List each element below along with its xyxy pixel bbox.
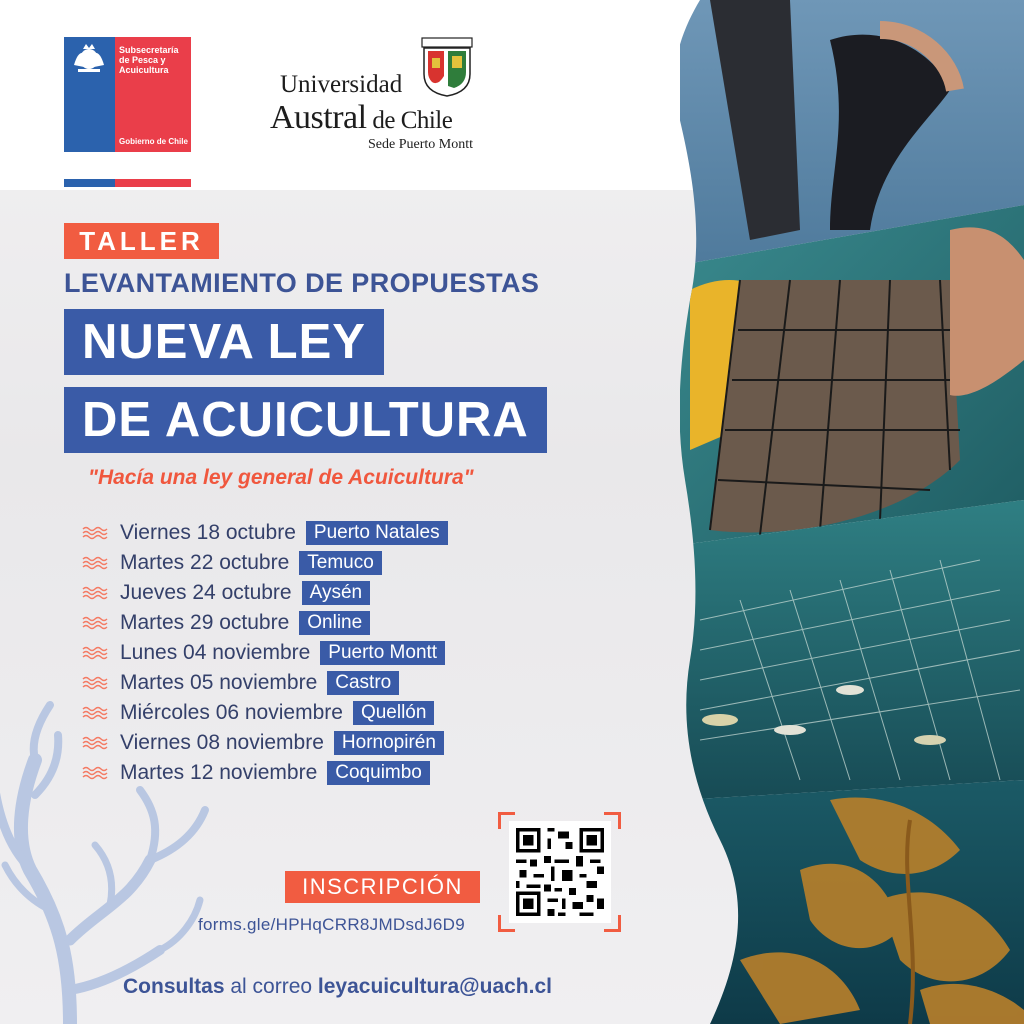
coat-of-arms-icon [70,43,108,73]
schedule-place: Aysén [302,581,370,605]
list-item [82,580,370,606]
university-line1: Universidad [280,71,403,98]
schedule-date: Martes 12 noviembre [120,761,318,784]
qr-code-frame[interactable] [498,812,621,932]
registration-link[interactable]: forms.gle/HPHqCRR8JMDsdJ6D9 [198,915,465,934]
list-item [82,610,370,636]
schedule-date: Viernes 18 octubre [120,521,296,544]
schedule-place: Hornopirén [334,731,444,755]
headline-title-line1: NUEVA LEY [64,309,384,375]
schedule-place: Quellón [353,701,435,725]
schedule-date: Lunes 04 noviembre [120,641,311,664]
schedule-place: Temuco [299,551,382,575]
government-label: Gobierno de Chile [119,137,188,146]
wave-icon [82,616,108,630]
schedule-place: Online [299,611,370,635]
wave-icon [82,526,108,540]
schedule-place: Puerto Montt [320,641,445,665]
headline-quote: "Hacía una ley general de Acuicultura" [88,466,474,489]
university-line2: Austral de Chile [270,99,453,136]
list-item [82,520,448,546]
university-campus: Sede Puerto Montt [368,137,473,152]
headline-subtitle: LEVANTAMIENTO DE PROPUESTAS [64,268,540,298]
schedule-place: Coquimbo [327,761,430,785]
list-item [82,550,382,576]
schedule-date: Jueves 24 octubre [120,581,292,604]
wave-icon [82,676,108,690]
schedule-date: Martes 29 octubre [120,611,290,634]
contact-line [123,975,552,999]
schedule-date: Martes 05 noviembre [120,671,318,694]
agency-name: Subsecretaría de Pesca y Acuicultura [119,45,179,75]
schedule-date: Viernes 08 noviembre [120,731,324,754]
schedule-place: Castro [327,671,399,695]
contact-email[interactable]: leyacuicultura@uach.cl [317,975,552,998]
inscripcion-badge: INSCRIPCIÓN [285,871,480,903]
schedule-date: Martes 22 octubre [120,551,290,574]
contact-middle: al correo [230,975,313,998]
qr-code-icon [509,821,611,923]
headline-title-line2: DE ACUICULTURA [64,387,547,453]
list-item [82,640,445,666]
schedule-place: Puerto Natales [306,521,448,545]
fish-net-photo [680,500,1024,800]
contact-lead: Consultas [123,975,225,998]
wave-icon [82,556,108,570]
taller-badge: TALLER [64,223,219,259]
university-crest-icon [418,36,476,98]
photo-collage [680,0,1024,1024]
list-item [82,670,399,696]
gobierno-logo [64,37,191,187]
wave-icon [82,586,108,600]
uach-logo [268,36,483,160]
wave-icon [82,646,108,660]
schedule-date: Miércoles 06 noviembre [120,701,343,724]
